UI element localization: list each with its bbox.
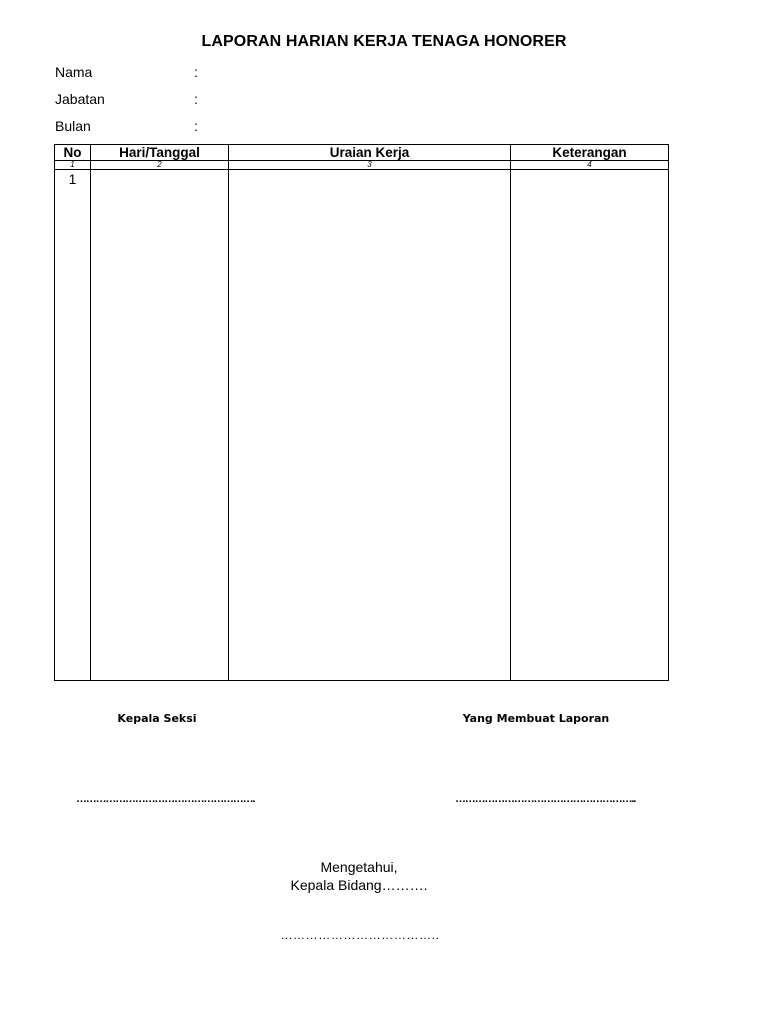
column-index: 3 (229, 161, 511, 170)
signature-line-pembuat-laporan: ……………………………………………….. (455, 793, 636, 805)
column-index: 1 (55, 161, 91, 170)
page-title: LAPORAN HARIAN KERJA TENAGA HONORER (201, 33, 567, 50)
column-index: 4 (511, 161, 669, 170)
approval-role: Kepala Bidang………. (290, 877, 428, 893)
table-header-row (55, 145, 669, 161)
field-colon-jabatan: : (194, 91, 198, 107)
report-table (54, 144, 669, 681)
field-label-jabatan: Jabatan (55, 91, 105, 107)
column-index-row (55, 161, 669, 170)
column-index: 2 (91, 161, 229, 170)
column-header-no: No (55, 145, 91, 161)
field-colon-bulan: : (194, 118, 198, 134)
column-header-uraian-kerja: Uraian Kerja (229, 145, 511, 161)
column-header-hari-tanggal: Hari/Tanggal (91, 145, 229, 161)
signature-title-pembuat-laporan: Yang Membuat Laporan (462, 712, 610, 725)
row-number: 1 (55, 170, 91, 681)
cell-hari-tanggal[interactable] (91, 170, 229, 681)
field-label-nama: Nama (55, 64, 93, 80)
signature-title-kepala-seksi: Kepala Seksi (117, 712, 197, 725)
signature-line-kepala-seksi: ………………………………………………. (76, 793, 255, 805)
table-row (55, 170, 669, 681)
approval-heading: Mengetahui, (320, 859, 398, 875)
field-label-bulan: Bulan (55, 118, 91, 134)
cell-uraian-kerja[interactable] (229, 170, 511, 681)
approval-signature-line: ……………………………….. (280, 928, 440, 942)
column-header-keterangan: Keterangan (511, 145, 669, 161)
field-colon-nama: : (194, 64, 198, 80)
cell-keterangan[interactable] (511, 170, 669, 681)
